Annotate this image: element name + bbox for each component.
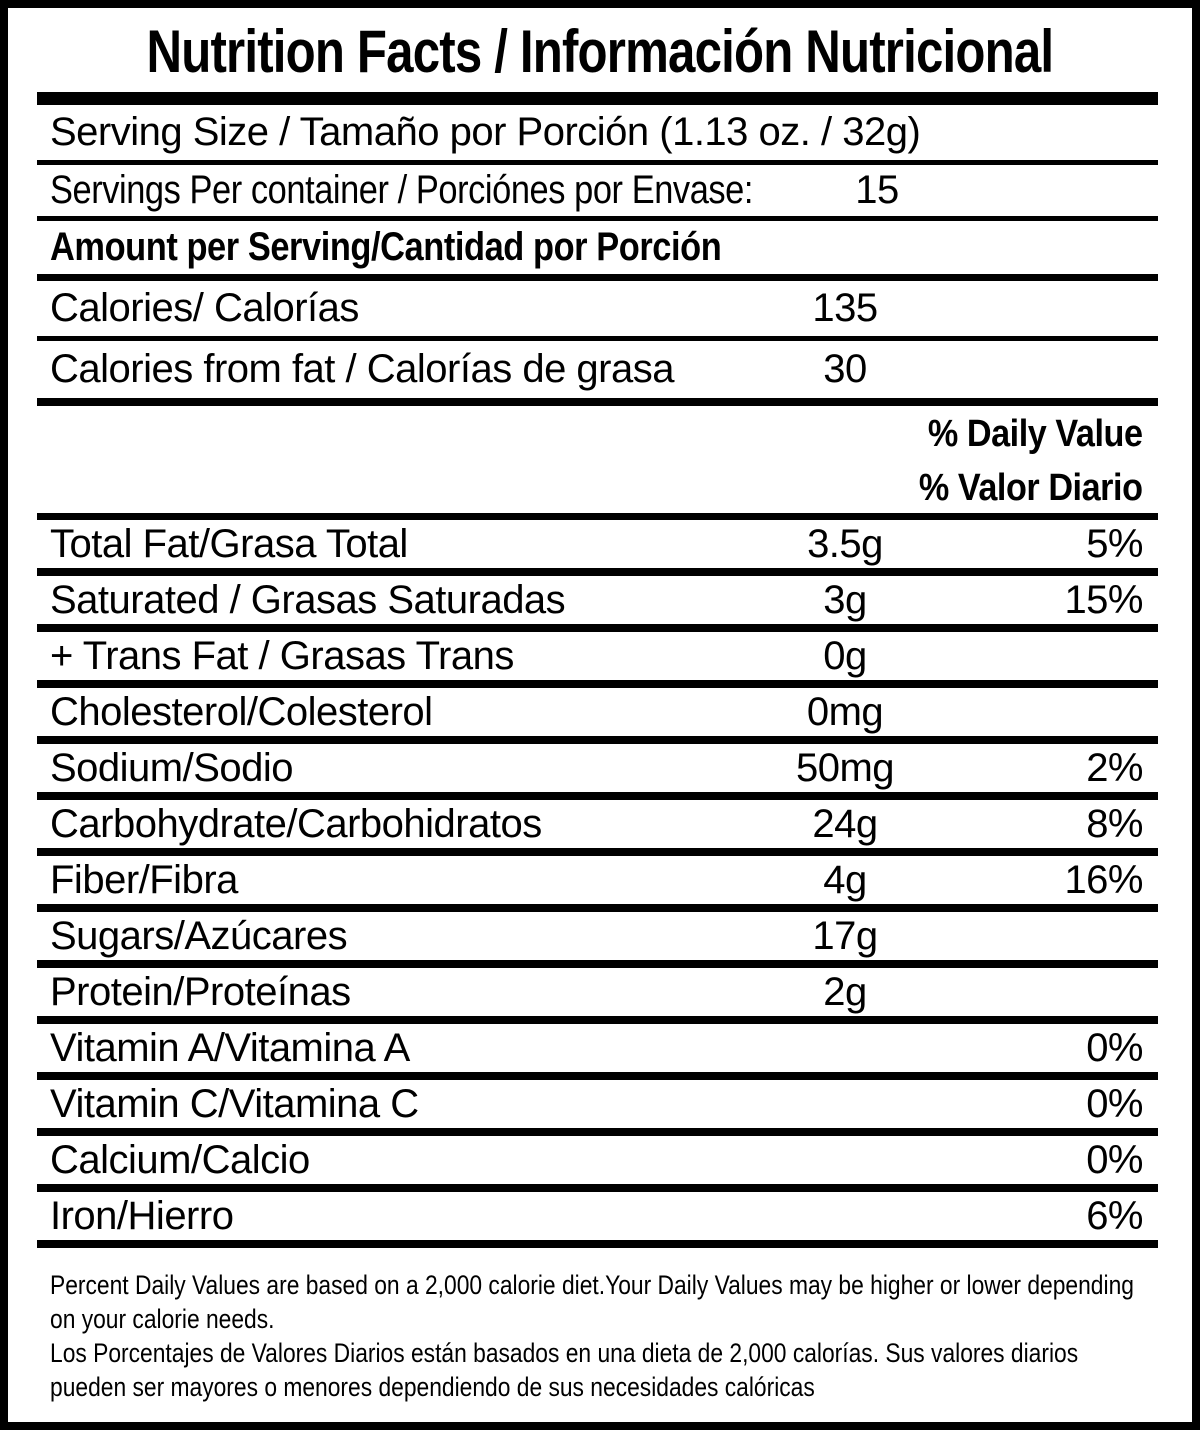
serving-size-row <box>37 105 1158 165</box>
nutrient-row <box>37 968 1158 1024</box>
nutrient-label: Vitamin A/Vitamina A <box>50 1026 410 1070</box>
calories-from-fat-label: Calories from fat / Calorías de grasa <box>50 347 674 391</box>
nutrient-daily-value: 8% <box>1086 802 1143 846</box>
nutrient-row <box>37 800 1158 856</box>
nutrient-daily-value: 15% <box>1064 578 1143 622</box>
nutrient-amount: 3.5g <box>807 522 883 566</box>
nutrient-row <box>37 1136 1158 1192</box>
daily-value-header-en-row <box>37 406 1158 463</box>
nutrient-row <box>37 1024 1158 1080</box>
nutrient-row <box>37 912 1158 968</box>
calories-from-fat-value: 30 <box>823 347 867 391</box>
nutrient-amount: 2g <box>823 970 867 1014</box>
amount-per-serving-header <box>37 221 1158 281</box>
nutrient-label: Protein/Proteínas <box>50 970 351 1014</box>
daily-value-header-es-row <box>37 463 1158 520</box>
nutrient-row <box>37 1080 1158 1136</box>
nutrient-label: Vitamin C/Vitamina C <box>50 1082 419 1126</box>
nutrient-daily-value: 6% <box>1086 1194 1143 1238</box>
nutrient-label: Sodium/Sodio <box>50 746 294 790</box>
nutrient-row <box>37 688 1158 744</box>
nutrient-label: Cholesterol/Colesterol <box>50 690 433 734</box>
nutrient-row <box>37 520 1158 576</box>
footnote <box>8 1248 1192 1404</box>
daily-value-header-en: % Daily Value <box>928 413 1143 455</box>
footnote-spanish: Los Porcentajes de Valores Diarios están basados en una dieta de 2,000 calorías. Sus valores diarios pueden ser mayores o menores dependiendo de sus necesidades calóricas <box>50 1338 1079 1402</box>
nutrient-daily-value: 5% <box>1086 522 1143 566</box>
nutrient-row <box>37 632 1158 688</box>
nutrient-row <box>37 576 1158 632</box>
nutrient-amount: 0g <box>823 634 867 678</box>
nutrient-daily-value: 0% <box>1086 1138 1143 1182</box>
nutrient-row <box>37 744 1158 800</box>
nutrient-label: Sugars/Azúcares <box>50 914 348 958</box>
calories-from-fat-row <box>37 341 1158 406</box>
servings-per-container-label: Servings Per container / Porciónes por Envase: <box>50 168 753 212</box>
nutrient-amount: 17g <box>812 914 878 958</box>
daily-value-header-es: % Valor Diario <box>919 467 1143 509</box>
nutrient-rows-container <box>8 520 1192 1248</box>
nutrient-label: Carbohydrate/Carbohidratos <box>50 802 542 846</box>
nutrient-label: + Trans Fat / Grasas Trans <box>50 634 514 678</box>
nutrient-label: Calcium/Calcio <box>50 1138 310 1182</box>
nutrient-amount: 50mg <box>795 746 895 790</box>
nutrient-daily-value: 0% <box>1086 1026 1143 1070</box>
calories-label: Calories/ Calorías <box>50 286 359 330</box>
nutrient-daily-value: 0% <box>1086 1082 1143 1126</box>
nutrient-daily-value: 2% <box>1086 746 1143 790</box>
nutrient-amount: 4g <box>823 858 867 902</box>
footnote-text-block <box>50 1268 1157 1404</box>
nutrient-label: Saturated / Grasas Saturadas <box>50 578 566 622</box>
nutrient-label: Iron/Hierro <box>50 1194 234 1238</box>
nutrient-row <box>37 856 1158 912</box>
calories-value: 135 <box>812 286 878 330</box>
servings-per-container-row <box>37 165 1158 221</box>
amount-per-serving-label: Amount per Serving/Cantidad por Porción <box>50 225 722 269</box>
label-title-text: Nutrition Facts / Información Nutricional <box>146 18 1054 85</box>
nutrient-amount: 3g <box>823 578 867 622</box>
nutrient-label: Fiber/Fibra <box>50 858 238 902</box>
nutrient-daily-value: 16% <box>1064 858 1143 902</box>
nutrient-label: Total Fat/Grasa Total <box>50 522 408 566</box>
nutrient-row <box>37 1192 1158 1248</box>
footnote-english: Percent Daily Values are based on a 2,000 calorie diet.Your Daily Values may be higher or lower depending on your calorie needs. <box>50 1270 1134 1334</box>
nutrient-amount: 24g <box>812 802 878 846</box>
nutrient-amount: 0mg <box>806 690 884 734</box>
servings-per-container-value: 15 <box>855 168 899 212</box>
calories-row <box>37 281 1158 341</box>
serving-size-label: Serving Size / Tamaño por Porción (1.13 oz. / 32g) <box>50 110 921 154</box>
label-title <box>8 8 1192 92</box>
